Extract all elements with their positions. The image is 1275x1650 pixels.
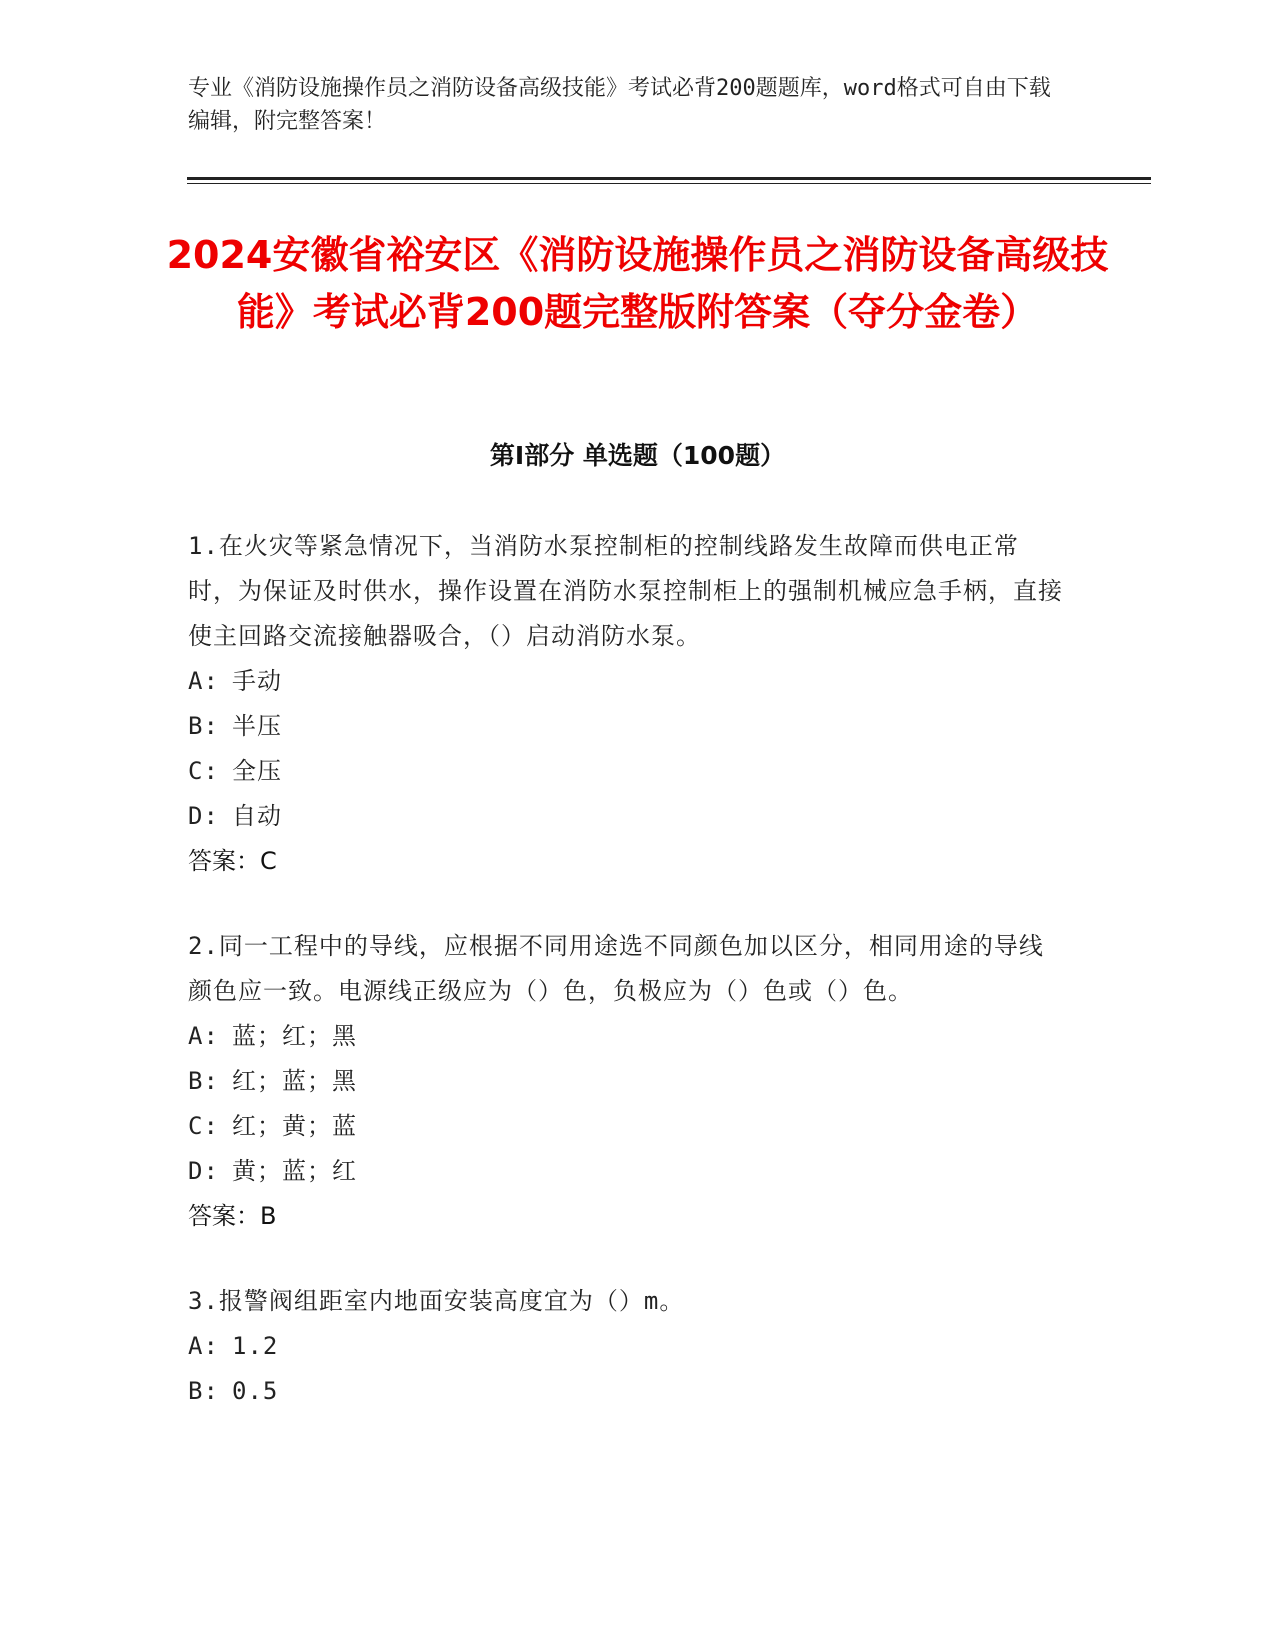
option-text: 红；黄；蓝	[232, 1112, 357, 1140]
option-b	[188, 704, 1068, 749]
option-text: 蓝；红；黑	[232, 1022, 357, 1050]
option-b	[188, 1369, 1068, 1414]
option-text: 手动	[232, 667, 282, 695]
question-3	[188, 1279, 1068, 1414]
question-stem: 3.报警阀组距室内地面安装高度宜为（）m。	[188, 1287, 685, 1315]
option-text: 自动	[232, 802, 282, 830]
answer: 答案：B	[188, 1202, 277, 1230]
question-2	[188, 924, 1068, 1239]
option-letter: C:	[188, 1112, 219, 1140]
option-letter: A:	[188, 667, 219, 695]
question-1	[188, 524, 1068, 884]
document-title: 2024安徽省裕安区《消防设施操作员之消防设备高级技能》考试必背200题完整版附答案（夺分金卷）	[166, 233, 1109, 334]
option-a	[188, 1324, 1068, 1369]
question-stem: 2.同一工程中的导线，应根据不同用途选不同颜色加以区分，相同用途的导线颜色应一致。电源线正级应为（）色，负极应为（）色或（）色。	[188, 932, 1044, 1005]
option-d	[188, 794, 1068, 839]
option-letter: B:	[188, 712, 219, 740]
header-rule-thick	[187, 177, 1151, 180]
option-letter: D:	[188, 802, 219, 830]
option-a	[188, 659, 1068, 704]
question-stem: 1.在火灾等紧急情况下，当消防水泵控制柜的控制线路发生故障而供电正常时，为保证及时供水，操作设置在消防水泵控制柜上的强制机械应急手柄，直接使主回路交流接触器吸合，（）启动消防水泵。	[188, 532, 1063, 650]
section-title: 第Ⅰ部分 单选题（100题）	[489, 441, 786, 470]
header-note: 专业《消防设施操作员之消防设备高级技能》考试必背200题题库，word格式可自由下载编辑，附完整答案！	[188, 76, 1051, 134]
option-text: 1.2	[232, 1332, 279, 1360]
option-text: 黄；蓝；红	[232, 1157, 357, 1185]
option-letter: A:	[188, 1332, 219, 1360]
option-text: 半压	[232, 712, 282, 740]
option-text: 0.5	[232, 1377, 279, 1405]
option-text: 全压	[232, 757, 282, 785]
option-b	[188, 1059, 1068, 1104]
option-letter: B:	[188, 1377, 219, 1405]
option-c	[188, 749, 1068, 794]
option-letter: B:	[188, 1067, 219, 1095]
question-list	[188, 524, 1068, 1454]
option-letter: A:	[188, 1022, 219, 1050]
option-c	[188, 1104, 1068, 1149]
option-a	[188, 1014, 1068, 1059]
option-text: 红；蓝；黑	[232, 1067, 357, 1095]
option-letter: D:	[188, 1157, 219, 1185]
option-d	[188, 1149, 1068, 1194]
header-rule-thin	[187, 183, 1151, 184]
option-letter: C:	[188, 757, 219, 785]
answer: 答案：C	[188, 847, 277, 875]
